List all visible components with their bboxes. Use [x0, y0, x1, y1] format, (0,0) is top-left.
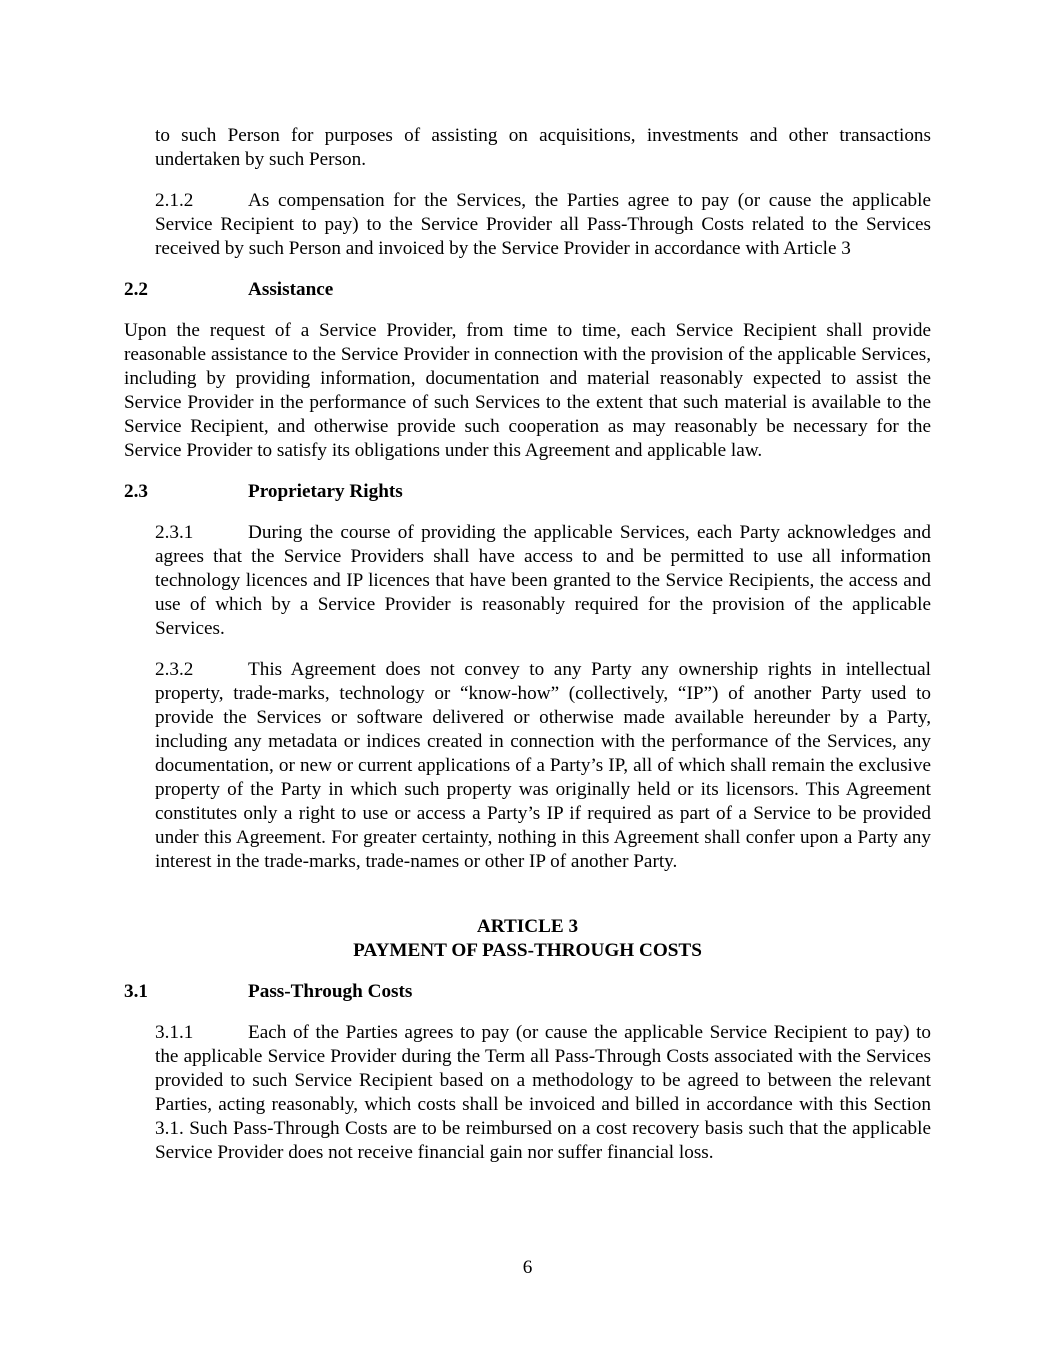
- section-2-1-2: [155, 189, 931, 261]
- section-text: This Agreement does not convey to any Party any ownership rights in intellectual property, trade-marks, technology or “know-how” (collectively, “IP”) of another Party used to provide the Services or software delivered or otherwise made available hereunder by a Party, including any metadata or indices created in connection with the performance of the Services, any documentation, or new or current applications of a Party’s IP, all of which shall remain the exclusive property of the Party in which such property was originally held or its licensors. This Agreement constitutes only a right to use or access a Party’s IP if required as part of a Service to be provided under this Agreement. For greater certainty, nothing in this Agreement shall confer upon a Party any interest in the trade-marks, trade-names or other IP of another Party.: [155, 659, 931, 872]
- article-label: ARTICLE 3: [476, 916, 579, 937]
- section-2-2-text: Upon the request of a Service Provider, from time to time, each Service Recipient shall provide reasonable assistance to the Service Provider in connection with the provision of the applicable Services, including by providing information, documentation and material reasonably expected to assist the Service Provider in the performance of such Services to the extent that such material is available to the Service Recipient, and otherwise provide such cooperation as may reasonably be necessary for the Service Provider to satisfy its obligations under this Agreement and applicable law.: [124, 320, 931, 461]
- heading-title: Assistance: [248, 279, 334, 300]
- article-title: PAYMENT OF PASS-THROUGH COSTS: [353, 940, 702, 961]
- section-number: 2.3.1: [155, 522, 194, 543]
- heading-3-1: [124, 980, 931, 1004]
- section-number: 2.3.2: [155, 659, 194, 680]
- heading-number: 2.3: [124, 481, 148, 502]
- heading-title: Proprietary Rights: [248, 481, 403, 502]
- heading-2-2: [124, 278, 931, 302]
- document-page: [124, 124, 931, 1165]
- section-text: As compensation for the Services, the Parties agree to pay (or cause the applicable Service Recipient to pay) to the Service Provider all Pass-Through Costs related to the Services received by such Person and invoiced by the Service Provider in accordance with Article 3: [155, 190, 931, 259]
- section-number: 2.1.2: [155, 190, 194, 211]
- intro-paragraph: to such Person for purposes of assisting on acquisitions, investments and other transactions undertaken by such Person.: [155, 125, 931, 170]
- section-text: Each of the Parties agrees to pay (or cause the applicable Service Recipient to pay) to the applicable Service Provider during the Term all Pass-Through Costs associated with the Services provided to such Service Recipient based on a methodology to be agreed to between the relevant Parties, acting reasonably, which costs shall be invoiced and billed in accordance with this Section 3.1. Such Pass-Through Costs are to be reimbursed on a cost recovery basis such that the applicable Service Provider does not receive financial gain nor suffer financial loss.: [155, 1022, 931, 1163]
- page-number: 6: [522, 1257, 533, 1278]
- heading-2-3: [124, 480, 931, 504]
- heading-number: 2.2: [124, 279, 148, 300]
- section-text: During the course of providing the applicable Services, each Party acknowledges and agrees that the Service Providers shall have access to and be permitted to use all information technology licences and IP licences that have been granted to the Service Recipients, the access and use of which by a Service Provider is reasonably required for the provision of the applicable Services.: [155, 522, 931, 639]
- section-2-3-2: [155, 658, 931, 874]
- section-2-3-1: [155, 521, 931, 641]
- section-number: 3.1.1: [155, 1022, 194, 1043]
- heading-title: Pass-Through Costs: [248, 981, 413, 1002]
- heading-number: 3.1: [124, 981, 148, 1002]
- section-3-1-1: [155, 1021, 931, 1165]
